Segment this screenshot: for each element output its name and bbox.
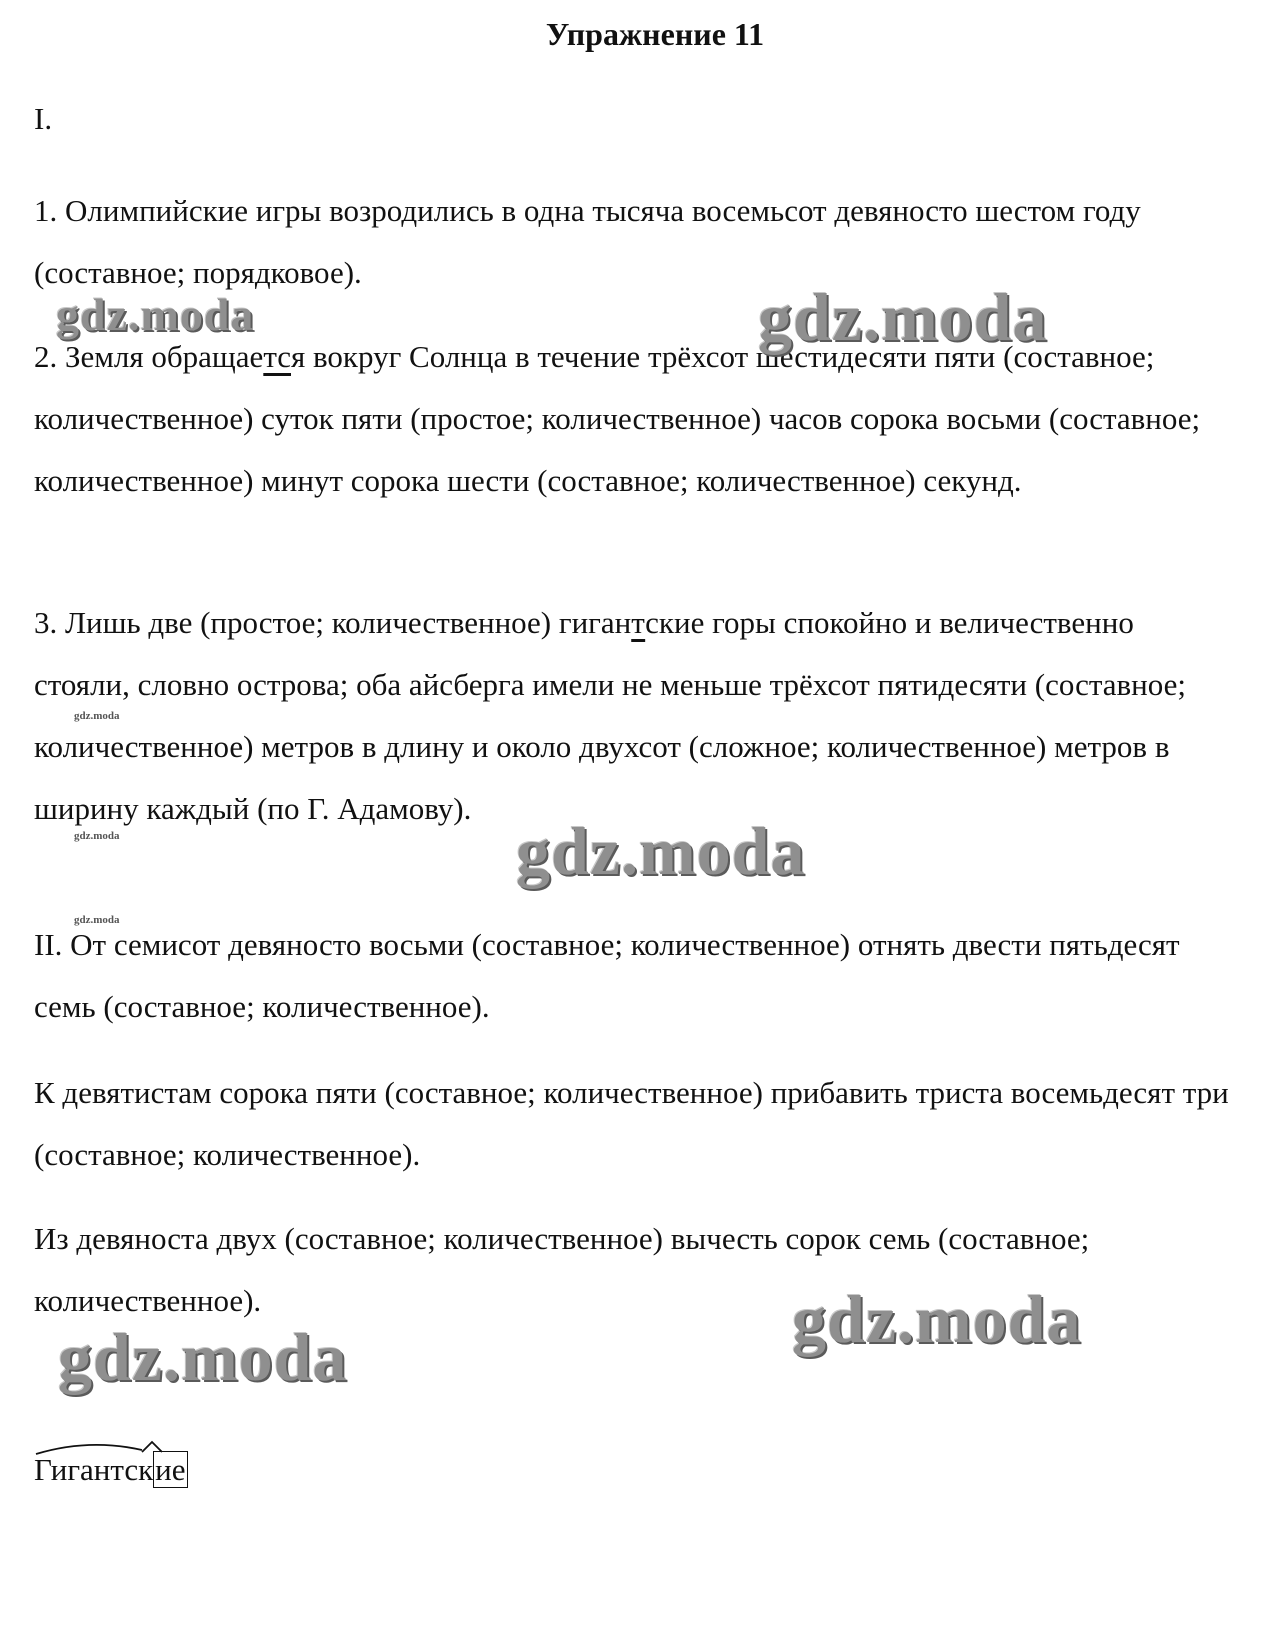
item-3 xyxy=(34,592,1234,840)
item-2-before: 2. Земля обращае xyxy=(34,339,264,374)
morpheme-word-stem: Гигантск xyxy=(34,1452,154,1487)
exercise-title: Упражнение 11 xyxy=(545,16,765,52)
root-arc-mark xyxy=(34,1444,174,1464)
morpheme-analysis xyxy=(34,1450,188,1490)
item-1: 1. Олимпийские игры возродились в одна тысяча восемьсот девяносто шестом году (составное; порядковое). xyxy=(34,193,1141,290)
watermark-5: gdz.moda xyxy=(58,1319,348,1395)
item-3-underlined: т xyxy=(631,605,646,640)
item-2-underlined: тс xyxy=(263,339,291,374)
item-3-before: 3. Лишь две (простое; количественное) гиган xyxy=(34,605,632,640)
item-2-after: я вокруг Солнца в течение трёхсот шестидесяти пяти (составное; количественное) суток пяти (простое; количественное) часов сорока восьми (составное; количественное) минут сорока шести (составное; количественное) секунд. xyxy=(34,339,1201,498)
watermark-1: gdz.moda xyxy=(56,289,255,340)
watermark-4: gdz.moda xyxy=(792,1281,1082,1357)
part-two-paragraph-2: К девятистам сорока пяти (составное; количественное) прибавить триста восемьдесят три (составное; количественное). xyxy=(34,1075,1229,1172)
watermark-small-1: gdz.moda xyxy=(74,710,120,722)
part-one-marker: I. xyxy=(34,101,53,136)
watermark-small-2: gdz.moda xyxy=(74,830,120,842)
watermark-small-3: gdz.moda xyxy=(74,914,120,926)
watermark-2: gdz.moda xyxy=(758,279,1048,355)
watermark-3: gdz.moda xyxy=(516,813,806,889)
item-3-after: ские горы спокойно и величественно стояли, словно острова; оба айсберга имели не меньше трёхсот пятидесяти (составное; количественное) метров в длину и около двухсот (сложное; количественное) метров в ширину каждый (по Г. Адамову). xyxy=(34,605,1187,826)
morpheme-ending-box: ие xyxy=(155,1452,186,1487)
part-two-paragraph-3: Из девяноста двух (составное; количественное) вычесть сорок семь (составное; количественное). xyxy=(34,1221,1090,1318)
item-2 xyxy=(34,326,1234,512)
morpheme-root-part xyxy=(34,1452,153,1487)
part-two-paragraph-1: II. От семисот девяносто восьми (составное; количественное) отнять двести пятьдесят семь (составное; количественное). xyxy=(34,927,1180,1024)
